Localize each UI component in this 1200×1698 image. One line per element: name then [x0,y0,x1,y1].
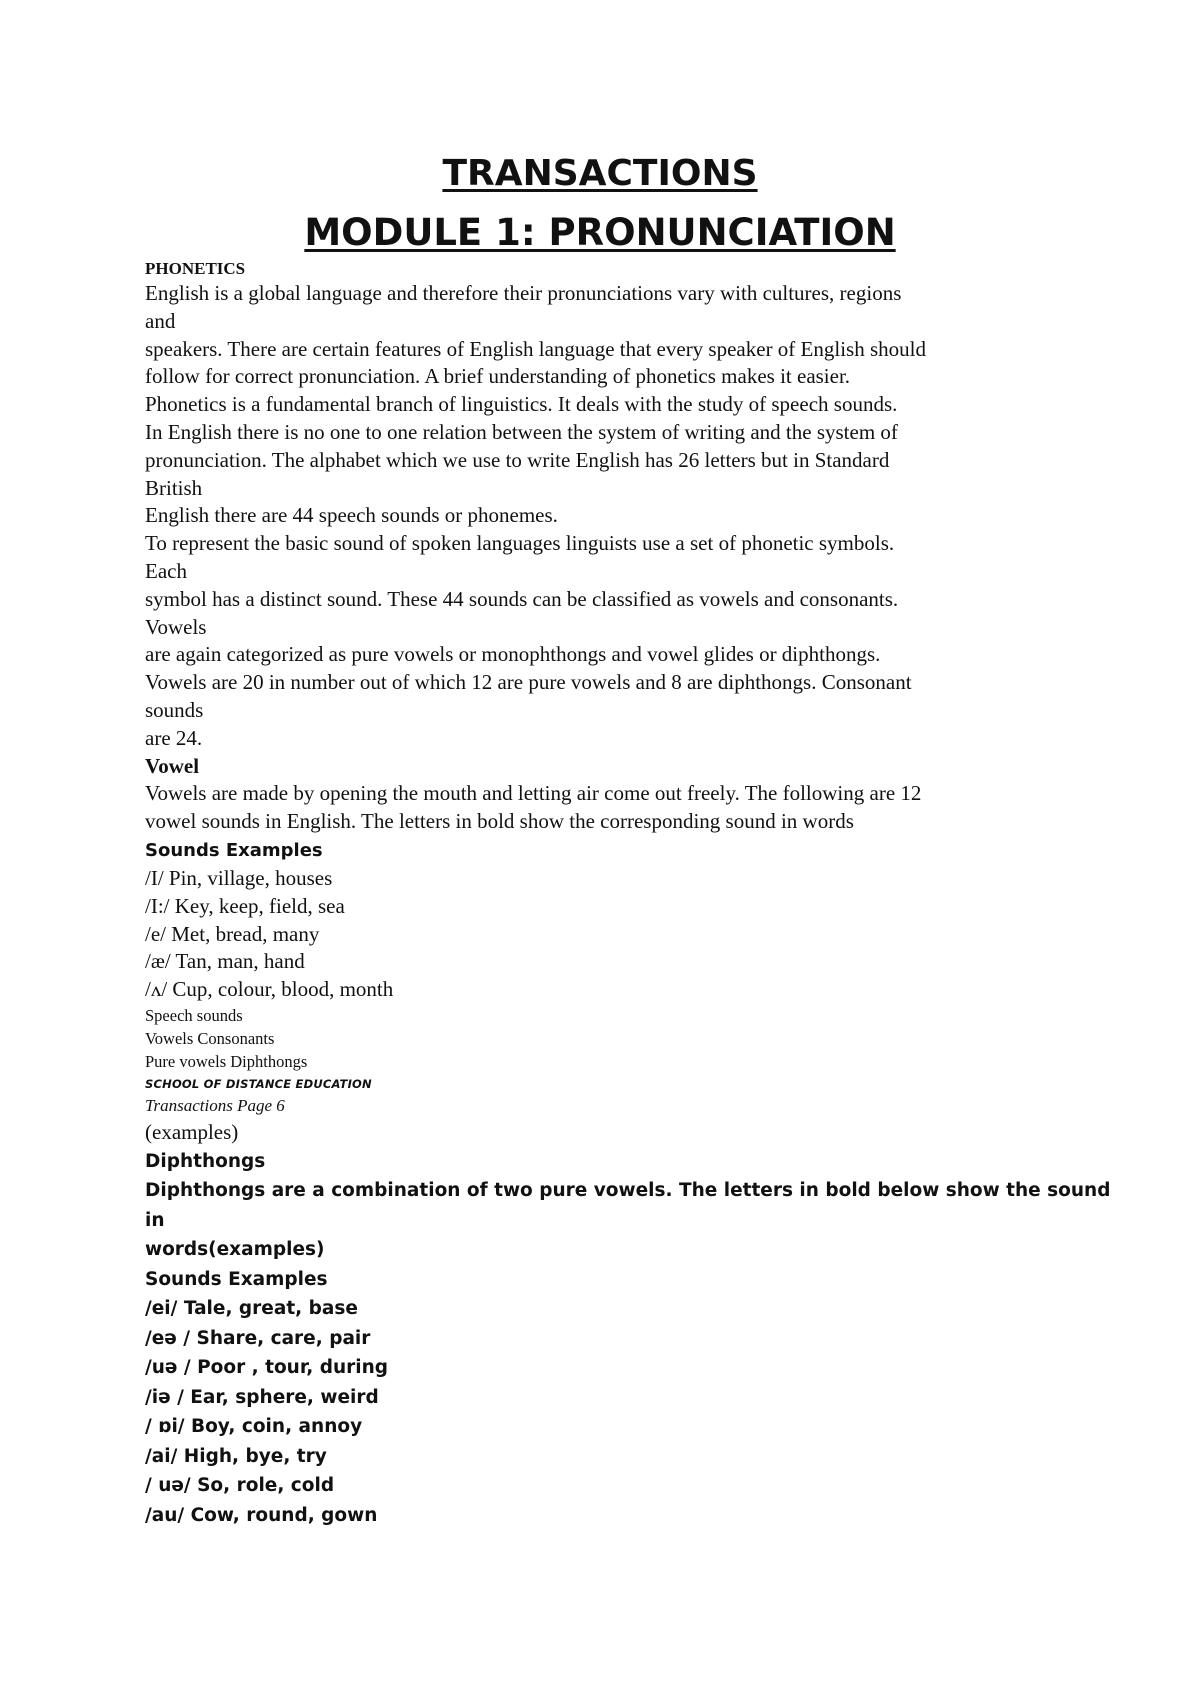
diphthongs-heading: Diphthongs [145,1150,266,1172]
list-item: /ai/ High, bye, try [145,1445,327,1467]
diagram-label: Pure vowels Diphthongs [145,1051,308,1071]
paragraph-line: Phonetics is a fundamental branch of linguistics. It deals with the study of speech sounds. [145,392,898,417]
paragraph-line: and [145,308,176,333]
list-item: /iə / Ear, sphere, weird [145,1386,379,1408]
phonetics-heading: PHONETICS [145,259,246,278]
paragraph-line: Vowels are made by opening the mouth and letting air come out freely. The following are 12 [145,781,922,806]
paragraph-line: words(examples) [145,1239,325,1261]
module-title: MODULE 1: PRONUNCIATION [304,211,896,254]
document-body [145,258,1111,1530]
paragraph-line: Each [145,558,187,583]
paragraph-line: are 24. [145,725,203,750]
paragraph-line: Vowels are 20 in number out of which 12 are pure vowels and 8 are diphthongs. Consonant [145,670,912,695]
diphthong-sound-list [145,1294,1085,1530]
diphthong-table-heading: Sounds Examples [145,1268,328,1290]
list-item: /eə / Share, care, pair [145,1327,371,1349]
paragraph-line: Vowels [145,614,207,639]
examples-note: (examples) [145,1119,239,1144]
paragraph-line: To represent the basic sound of spoken languages linguists use a set of phonetic symbols. [145,531,895,556]
list-item: / ɒi/ Boy, coin, annoy [145,1416,363,1438]
paragraph-line: sounds [145,697,204,722]
footer-school: SCHOOL OF DISTANCE EDUCATION [145,1076,372,1091]
paragraph-line: vowel sounds in English. The letters in bold show the corresponding sound in words [145,809,854,834]
paragraph-line: speakers. There are certain features of English language that every speaker of English should [145,336,926,361]
list-item: /I/ Pin, village, houses [145,865,333,890]
paragraph-line: in [145,1209,165,1231]
speech-sounds-labels [145,1004,1085,1073]
list-item: / uə/ So, role, cold [145,1475,335,1497]
paragraph-line: In English there is no one to one relation between the system of writing and the system of [145,419,898,444]
paragraph-line: follow for correct pronunciation. A brief understanding of phonetics makes it easier. [145,364,851,389]
vowel-table-heading: Sounds Examples [145,839,323,861]
document-title: TRANSACTIONS [442,153,758,194]
paragraph-line: English there are 44 speech sounds or phonemes. [145,503,558,528]
list-item: /ei/ Tale, great, base [145,1298,358,1320]
vowel-heading: Vowel [145,753,200,778]
list-item: /au/ Cow, round, gown [145,1504,378,1526]
phonetics-paragraph [145,280,1085,753]
list-item: /I:/ Key, keep, field, sea [145,893,345,918]
paragraph-line: British [145,475,203,500]
diagram-label: Speech sounds [145,1005,243,1025]
list-item: /æ/ Tan, man, hand [145,949,305,974]
list-item: /e/ Met, bread, many [145,921,320,946]
paragraph-line: are again categorized as pure vowels or monophthongs and vowel glides or diphthongs. [145,642,881,667]
vowel-sound-list [145,865,1085,1004]
list-item: /ʌ/ Cup, colour, blood, month [145,977,394,1002]
diagram-label: Vowels Consonants [145,1028,275,1048]
paragraph-line: Diphthongs are a combination of two pure vowels. The letters in bold below show the sound [145,1180,1111,1202]
paragraph-line: symbol has a distinct sound. These 44 sounds can be classified as vowels and consonants. [145,586,899,611]
paragraph-line: pronunciation. The alphabet which we use to write English has 26 letters but in Standard [145,447,890,472]
footer-page-number: Transactions Page 6 [145,1095,285,1115]
paragraph-line: English is a global language and therefore their pronunciations vary with cultures, regions [145,281,902,305]
list-item: /uə / Poor , tour, during [145,1357,389,1379]
